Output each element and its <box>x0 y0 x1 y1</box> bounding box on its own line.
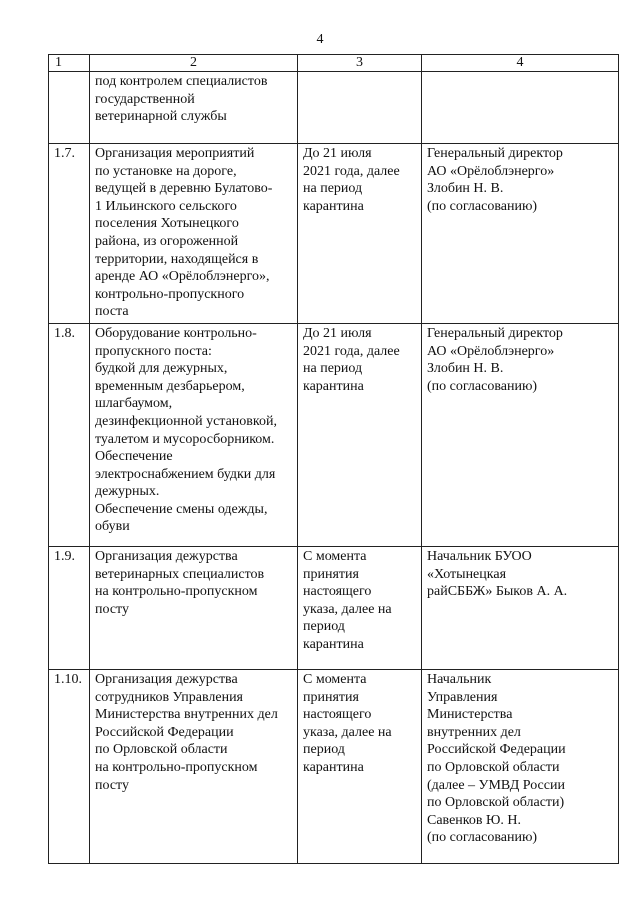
column-header-1: 1 <box>49 55 90 72</box>
row-deadline: До 21 июля 2021 года, далее на период карантина <box>298 144 422 324</box>
row-deadline: С момента принятия настоящего указа, далее на период карантина <box>298 669 422 863</box>
row-responsible <box>422 72 619 144</box>
row-action: Организация дежурства ветеринарных специалистов на контрольно-пропускном посту <box>90 546 298 669</box>
row-number: 1.8. <box>49 323 90 546</box>
table-row <box>49 72 619 144</box>
page-number: 4 <box>316 32 324 47</box>
table-row <box>49 144 619 324</box>
table-header-row <box>49 55 619 72</box>
row-action: под контролем специалистов государственной ветеринарной службы <box>90 72 298 144</box>
row-responsible: Начальник Управления Министерства внутренних дел Российской Федерации по Орловской области (далее – УМВД России по Орловской области) Савенков Ю. Н. (по согласованию) <box>422 669 619 863</box>
table-row <box>49 546 619 669</box>
row-responsible: Генеральный директор АО «Орёлоблэнерго» Злобин Н. В. (по согласованию) <box>422 323 619 546</box>
row-number: 1.10. <box>49 669 90 863</box>
row-number <box>49 72 90 144</box>
row-deadline <box>298 72 422 144</box>
row-deadline: До 21 июля 2021 года, далее на период карантина <box>298 323 422 546</box>
row-responsible: Генеральный директор АО «Орёлоблэнерго» Злобин Н. В. (по согласованию) <box>422 144 619 324</box>
table-row <box>49 669 619 863</box>
row-action: Оборудование контрольно- пропускного поста: будкой для дежурных, временным дезбарьером, шлагбаумом, дезинфекционной установкой, туалетом и мусоросборником. Обеспечение электроснабжением будки для дежурных. Обеспечение смены одежды, обуви <box>90 323 298 546</box>
row-action: Организация мероприятий по установке на дороге, ведущей в деревню Булатово- 1 Ильинского сельского поселения Хотынецкого района, из огороженной территории, находящейся в аренде АО «Орёлоблэнерго», контрольно-пропускного поста <box>90 144 298 324</box>
row-action: Организация дежурства сотрудников Управления Министерства внутренних дел Российской Федерации по Орловской области на контрольно-пропускном посту <box>90 669 298 863</box>
row-responsible: Начальник БУОО «Хотынецкая райСББЖ» Быков А. А. <box>422 546 619 669</box>
row-number: 1.9. <box>49 546 90 669</box>
row-deadline: С момента принятия настоящего указа, далее на период карантина <box>298 546 422 669</box>
column-header-3: 3 <box>298 55 422 72</box>
table-row <box>49 323 619 546</box>
measures-table <box>48 54 619 864</box>
column-header-4: 4 <box>422 55 619 72</box>
row-number: 1.7. <box>49 144 90 324</box>
column-header-2: 2 <box>90 55 298 72</box>
